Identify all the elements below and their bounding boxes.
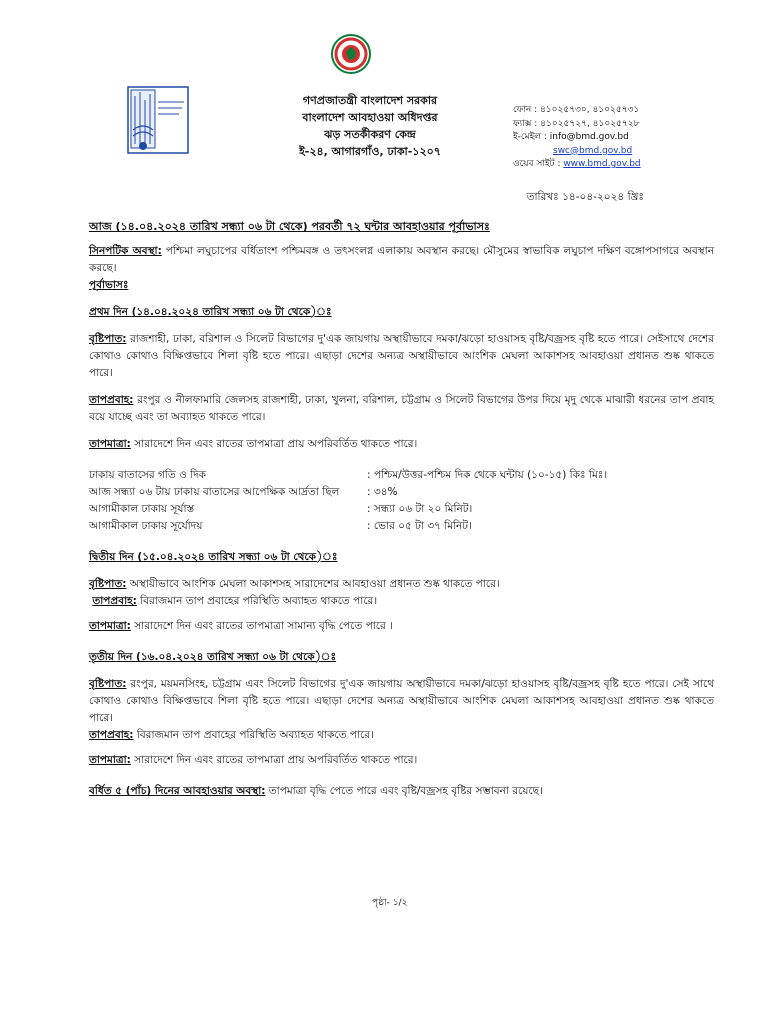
day3-heat-label: তাপপ্রবাহ: xyxy=(89,729,134,741)
day3-temp-text: সারাদেশে দিন এবং রাতের তাপমাত্রা প্রায় অপরিবর্তিত থাকতে পারে। xyxy=(130,754,418,766)
stats-label: আজ সন্ধ্যা ০৬ টায় ঢাকায় বাতাসের আপেক্ষিক আর্দ্রতা ছিল xyxy=(89,486,340,498)
stats-label: আগামীকাল ঢাকায় সূর্যাস্ত xyxy=(89,503,195,515)
day3-title: তৃতীয় দিন (১৬.০৪.২০২৪ তারিখ সন্ধ্যা ০৬ টা থেকে)ঃ xyxy=(89,651,337,663)
forecast-label: পূর্বাভাসঃ xyxy=(89,279,129,291)
day1-heat-text: রংপুর ও নীলফামারি জেলসহ রাজশাহী, ঢাকা, খুলনা, বরিশাল, চট্টগ্রাম ও সিলেট বিভাগের উপর দিয়ে মৃদু থেকে মাঝারী ধরনের তাপ প্রবাহ বয়ে যাচ্ছে এবং তা অব্যাহত থাকতে পারে। xyxy=(89,394,714,423)
contact-email-row-2 xyxy=(513,145,753,159)
contact-email-row xyxy=(513,131,753,145)
contact-web-label: ওয়েব সাইট : xyxy=(513,159,564,169)
header-government: গণপ্রজাতন্ত্রী বাংলাদেশ সরকার xyxy=(302,94,438,107)
day2-temp-text: সারাদেশে দিন এবং রাতের তাপমাত্রা সামান্য বৃদ্ধি পেতে পারে । xyxy=(130,620,393,632)
government-seal-icon xyxy=(331,32,371,76)
day2-temp-paragraph xyxy=(89,618,714,635)
day1-title: প্রথম দিন (১৪.০৪.২০২৪ তারিখ সন্ধ্যা ০৬ টা থেকে)ঃ xyxy=(89,306,332,318)
issue-date: তারিখঃ ১৪-০৪-২০২৪ খ্রিঃ xyxy=(526,191,644,203)
stats-row xyxy=(89,467,714,484)
contact-phone: ফোন : ৪১০২৫৭৩০, ৪১০২৫৭৩১ xyxy=(513,105,640,115)
day1-heat-paragraph xyxy=(89,392,714,426)
day1-rain-paragraph xyxy=(89,331,714,382)
synoptic-text: পশ্চিমা লঘুচাপের বর্ধিতাংশ পশ্চিমবঙ্গ ও তৎসংলগ্ন এলাকায় অবস্থান করছে। মৌসুমের স্বাভাবিক লঘুচাপ দক্ষিণ বঙ্গোপসাগরে অবস্থান করছে। xyxy=(89,245,714,274)
day2-temp-label: তাপমাত্রা: xyxy=(89,620,131,632)
day3-rain-text: রংপুর, ময়মনসিংহ, চট্টগ্রাম এবং সিলেট বিভাগের দু'এক জায়গায় অস্থায়ীভাবে দমকা/ঝড়ো হাওয়াসহ বৃষ্টি/বজ্রসহ বৃষ্টি হতে পারে। সেই সাথে কোথাও কোথাও বিক্ষিপ্তভাবে শিলা বৃষ্টি হতে পারে। এছাড়া দেশের অন্যত্র অস্থায়ীভাবে আংশিক মেঘলা আকাশসহ আবহাওয়া প্রধানত শুষ্ক থাকতে পারে। xyxy=(89,678,714,724)
day1-heat-label: তাপপ্রবাহ: xyxy=(89,394,134,406)
contact-fax: ফ্যাক্স : ৪১০২৫৭২৭, ৪১০২৫৭২৮ xyxy=(513,118,640,129)
contact-web-row xyxy=(513,158,753,172)
day3-heat-text: বিরাজমান তাপ প্রবাহের পরিস্থিতি অব্যাহত থাকতে পারে। xyxy=(133,729,374,741)
day3-rain-paragraph xyxy=(89,676,714,727)
contact-email-label: ই-মেইল : xyxy=(513,132,550,142)
day3-temp-paragraph xyxy=(89,752,714,769)
stats-row xyxy=(89,501,714,518)
contact-block xyxy=(513,104,753,172)
stats-label: ঢাকায় বাতাসের গতি ও দিক xyxy=(89,469,207,481)
dhaka-stats-table xyxy=(89,467,714,535)
day1-temp-text: সারাদেশে দিন এবং রাতের তাপমাত্রা প্রায় অপরিবর্তিত থাকতে পারে। xyxy=(130,438,418,450)
day2-rain-text: অস্থায়ীভাবে আংশিক মেঘলা আকাশসহ সারাদেশের আবহাওয়া প্রধানত শুষ্ক থাকতে পারে। xyxy=(126,578,500,590)
day1-temp-label: তাপমাত্রা: xyxy=(89,438,131,450)
extended-text: তাপমাত্রা বৃদ্ধি পেতে পারে এবং বৃষ্টি/বজ্রসহ বৃষ্টির সম্ভাবনা রয়েছে। xyxy=(265,785,543,797)
stats-row xyxy=(89,518,714,535)
day2-heat-text: বিরাজমান তাপ প্রবাহের পরিস্থিতি অব্যাহত থাকতে পারে। xyxy=(136,595,378,607)
synoptic-paragraph xyxy=(89,243,714,277)
day2-heat-paragraph xyxy=(89,593,714,610)
day3-rain-label: বৃষ্টিপাত: xyxy=(89,678,127,690)
day3-heat-paragraph xyxy=(89,727,714,744)
bmd-logo-icon xyxy=(127,86,189,154)
forecast-content xyxy=(89,218,714,800)
contact-email-2-link[interactable]: swc@bmd.gov.bd xyxy=(553,145,633,156)
synoptic-label: সিনপটিক অবস্থা: xyxy=(89,245,162,257)
page-number: পৃষ্ঠা- ১/২ xyxy=(372,898,408,908)
day2-heat-label: তাপপ্রবাহ: xyxy=(92,595,137,607)
day1-rain-text: রাজশাহী, ঢাকা, বরিশাল ও সিলেট বিভাগের দু'এক জায়গায় অস্থায়ীভাবে দমকা/ঝড়ো হাওয়াসহ বৃষ্টি/বজ্রসহ বৃষ্টি হতে পারে। সেইসাথে দেশের কোথাও কোথাও বিক্ষিপ্তভাবে শিলা বৃষ্টি হতে পারে। এছাড়া দেশের অন্যত্র অস্থায়ীভাবে আংশিক মেঘলা আকাশসহ আবহাওয়া প্রধানত শুষ্ক থাকতে পারে। xyxy=(89,333,714,379)
header-center-name: ঝড় সতর্কীকরণ কেন্দ্র xyxy=(324,128,416,141)
stats-row xyxy=(89,484,714,501)
stats-label: আগামীকাল ঢাকায় সূর্যোদয় xyxy=(89,520,203,532)
stats-value: : ৩৪% xyxy=(367,486,398,498)
day1-temp-paragraph xyxy=(89,436,714,453)
day1-rain-label: বৃষ্টিপাত: xyxy=(89,333,127,345)
header-address: ই-২৪, আগারগাঁও, ঢাকা-১২০৭ xyxy=(299,145,441,158)
stats-value: : পশ্চিম/উত্তর-পশ্চিম দিক থেকে ঘন্টায় (১০-১৫) কিঃ মিঃ। xyxy=(367,469,608,481)
extended-paragraph xyxy=(89,783,714,800)
day3-temp-label: তাপমাত্রা: xyxy=(89,754,131,766)
day2-title: দ্বিতীয় দিন (১৫.০৪.২০২৪ তারিখ সন্ধ্যা ০৬ টা থেকে)ঃ xyxy=(89,551,338,563)
header-address-block xyxy=(255,92,485,160)
contact-web-link[interactable]: www.bmd.gov.bd xyxy=(563,159,641,169)
day2-rain-paragraph xyxy=(89,576,714,593)
stats-value: : সন্ধ্যা ০৬ টা ২০ মিনিট। xyxy=(367,503,473,515)
day2-rain-label: বৃষ্টিপাত: xyxy=(89,578,127,590)
contact-email-1[interactable]: info@bmd.gov.bd xyxy=(549,132,629,142)
forecast-headline: আজ (১৪.০৪.২০২৪ তারিখ সন্ধ্যা ০৬ টা থেকে) পরবর্তী ৭২ ঘন্টার আবহাওয়ার পূর্বাভাসঃ xyxy=(89,220,490,233)
header-department: বাংলাদেশ আবহাওয়া অধিদপ্তর xyxy=(302,111,438,124)
stats-value: : ভোর ০৫ টা ৩৭ মিনিট। xyxy=(367,520,472,532)
extended-label: বর্ধিত ৫ (পাঁচ) দিনের আবহাওয়ার অবস্থা: xyxy=(89,785,266,797)
